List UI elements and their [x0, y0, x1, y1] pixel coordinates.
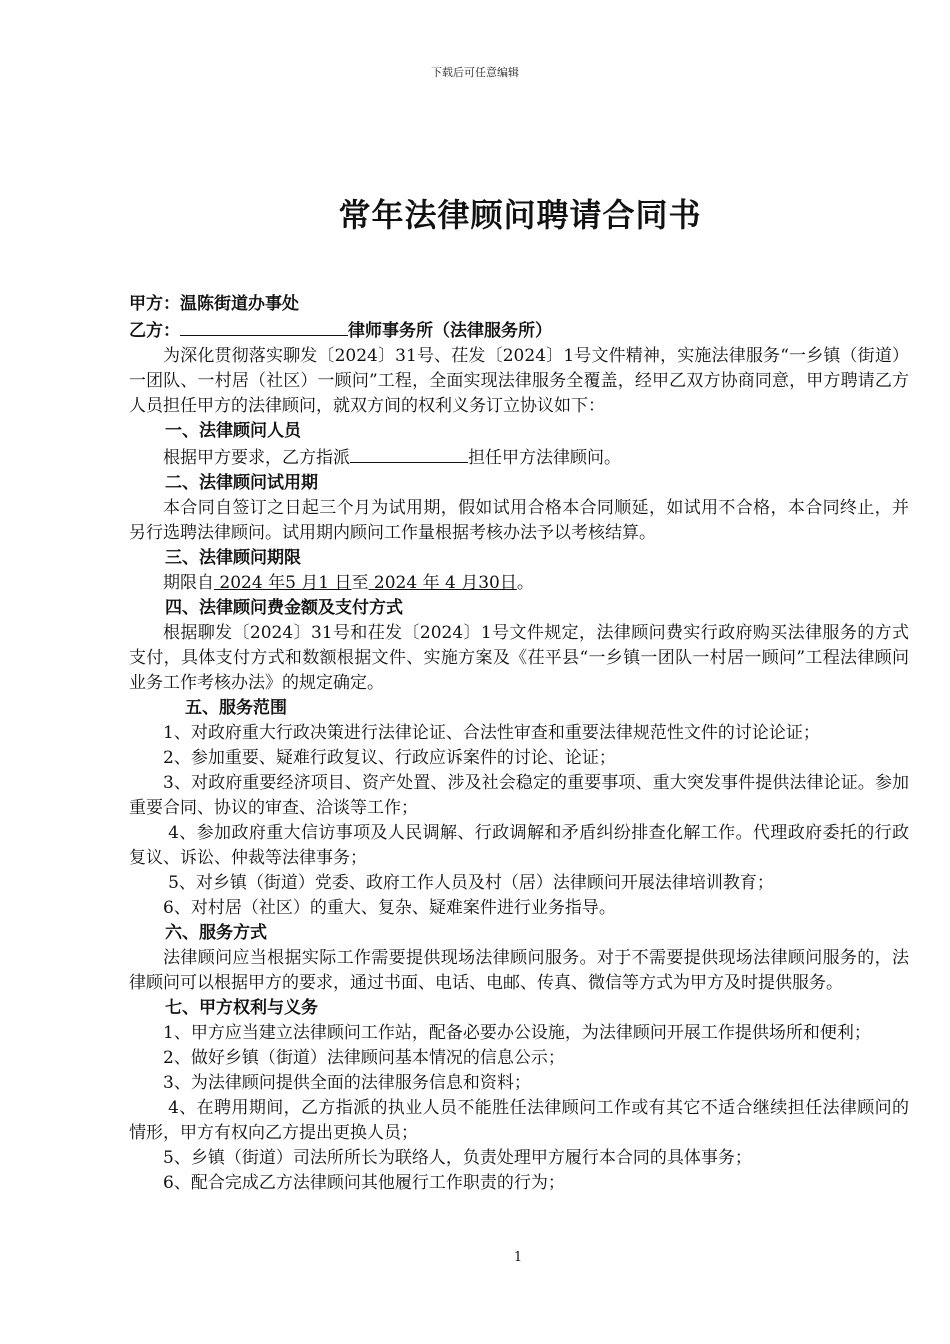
list-item: 5、对乡镇（街道）党委、政府工作人员及村（居）法律顾问开展法律培训教育；	[168, 873, 774, 893]
list-item: 6、对村居（社区）的重大、复杂、疑难案件进行业务指导。	[163, 898, 616, 918]
list-item: 3、为法律顾问提供全面的法律服务信息和资料；	[163, 1073, 531, 1093]
section-4-heading: 四、法律顾问费金额及支付方式	[165, 598, 403, 618]
party-b-suffix: 律师事务所（法律服务所）	[348, 321, 552, 341]
section-4-text: 根据聊发〔2024〕31号和茌发〔2024〕1号文件规定，法律顾问费实行政府购买法律服务的方式支付，具体支付方式和数额根据文件、实施方案及《茌平县“一乡镇一团队一村居一顾问”工程法律顾问业务工作考核办法》的规定确定。	[129, 623, 909, 693]
party-a-value: 温陈街道办事处	[180, 294, 299, 314]
section-1-text	[129, 444, 909, 471]
list-item: 2、参加重要、疑难行政复议、行政应诉案件的讨论、论证；	[163, 748, 616, 768]
section-6-heading: 六、服务方式	[165, 923, 267, 943]
section-1-pre: 根据甲方要求，乙方指派	[163, 448, 350, 468]
section-2-heading: 二、法律顾问试用期	[165, 473, 318, 493]
list-item: 1、甲方应当建立法律顾问工作站，配备必要办公设施，为法律顾问开展工作提供场所和便利；	[163, 1023, 871, 1043]
list-item: 3、对政府重要经济项目、资产处置、涉及社会稳定的重要事项、重大突发事件提供法律论证。参加重要合同、协议的审查、洽谈等工作；	[129, 773, 909, 818]
page-number: 1	[513, 1250, 523, 1265]
section-1-heading: 一、法律顾问人员	[165, 421, 301, 441]
header-note: 下载后可任意编辑	[431, 66, 519, 79]
section-5-heading: 五、服务范围	[185, 698, 287, 718]
section-3-heading: 三、法律顾问期限	[165, 548, 301, 568]
section-3-text	[129, 571, 909, 596]
term-mid: 至	[351, 573, 369, 593]
document-title: 常年法律顾问聘请合同书	[338, 196, 702, 234]
contract-body	[129, 292, 909, 1196]
list-item: 4、在聘用期间，乙方指派的执业人员不能胜任法律顾问工作或有其它不适合继续担任法律顾问的情形，甲方有权向乙方提出更换人员；	[129, 1098, 909, 1143]
party-a-label: 甲方：	[129, 294, 180, 314]
term-prefix: 期限自	[163, 573, 214, 593]
party-b-blank	[180, 317, 348, 336]
party-b-label: 乙方：	[129, 321, 180, 341]
party-b-line	[129, 317, 909, 344]
list-item: 2、做好乡镇（街道）法律顾问基本情况的信息公示；	[163, 1048, 565, 1068]
list-item: 1、对政府重大行政决策进行法律论证、合法性审查和重要法律规范性文件的讨论论证；	[163, 723, 820, 743]
lawyer-name-blank	[350, 444, 468, 463]
section-1-post: 担任甲方法律顾问。	[468, 448, 621, 468]
list-item: 4、参加政府重大信访事项及人民调解、行政调解和矛盾纠纷排查化解工作。代理政府委托的行政复议、诉讼、仲裁等法律事务；	[129, 823, 909, 868]
section-6-text: 法律顾问应当根据实际工作需要提供现场法律顾问服务。对于不需要提供现场法律顾问服务的，法律顾问可以根据甲方的要求，通过书面、电话、电邮、传真、微信等方式为甲方及时提供服务。	[129, 948, 909, 993]
intro-paragraph: 为深化贯彻落实聊发〔2024〕31号、茌发〔2024〕1号文件精神，实施法律服务“一乡镇（街道）一团队、一村居（社区）一顾问”工程，全面实现法律服务全覆盖，经甲乙双方协商同意，甲方聘请乙方人员担任甲方的法律顾问，就双方间的权利义务订立协议如下：	[129, 346, 909, 416]
term-end-date: 2024 年 4 月30日	[368, 573, 517, 593]
section-2-text: 本合同自签订之日起三个月为试用期，假如试用合格本合同顺延，如试用不合格，本合同终止，并另行选聘法律顾问。试用期内顾问工作量根据考核办法予以考核结算。	[129, 498, 909, 543]
list-item: 5、乡镇（街道）司法所所长为联络人，负责处理甲方履行本合同的具体事务；	[163, 1148, 752, 1168]
term-start-date: 2024 年5 月1 日	[214, 573, 352, 593]
section-7-heading: 七、甲方权利与义务	[165, 998, 318, 1018]
party-a-line	[129, 292, 909, 317]
list-item: 6、配合完成乙方法律顾问其他履行工作职责的行为；	[163, 1173, 565, 1193]
term-suffix: 。	[516, 573, 534, 593]
